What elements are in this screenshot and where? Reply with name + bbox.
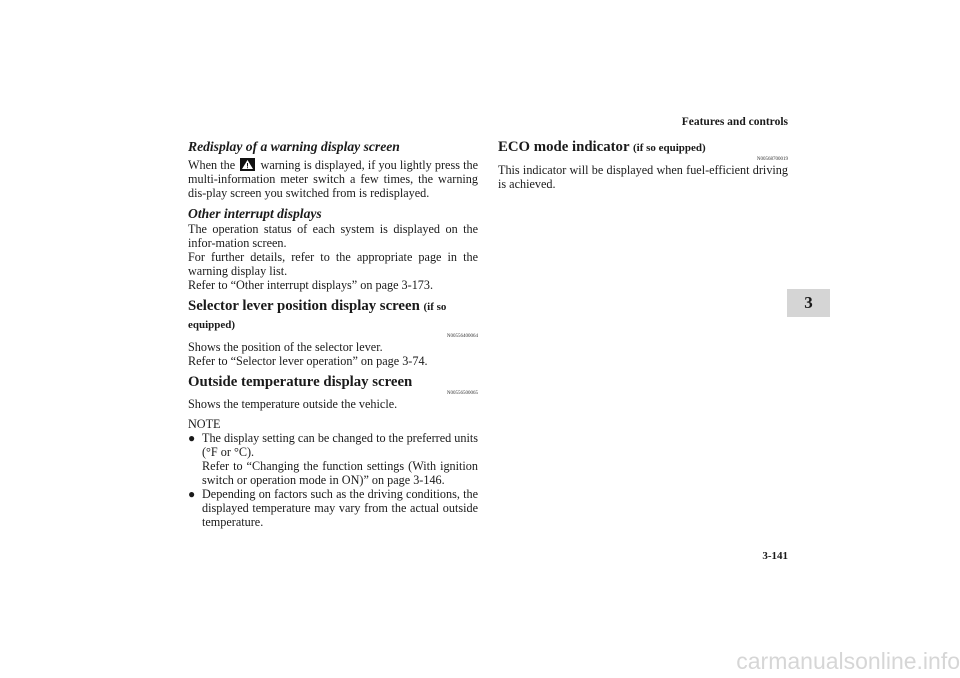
redisplay-paragraph: When the warning is displayed, if you lightly press the multi-information meter switch a few times, the warning dis-play screen you switched from is redisplayed. <box>188 158 479 200</box>
eco-heading-qualifier: (if so equipped) <box>632 142 706 154</box>
selector-line-1: Shows the position of the selector lever. <box>188 340 383 354</box>
outside-temp-heading: Outside temperature display screen <box>188 374 413 390</box>
right-column <box>498 139 788 191</box>
chapter-tab: 3 <box>787 289 830 317</box>
other-interrupt-line-1: The operation status of each system is displayed on the infor-mation screen. <box>188 222 478 250</box>
warning-triangle-icon <box>240 158 255 171</box>
eco-heading: ECO mode indicator (if so equipped) <box>498 139 706 155</box>
eco-text: This indicator will be displayed when fuel-efficient driving is achieved. <box>498 163 788 191</box>
running-header: Features and controls <box>681 116 788 128</box>
note-bullet-2: ● Depending on factors such as the driving conditions, the displayed temperature may vary from the actual outside temperature. <box>188 487 478 529</box>
watermark: carmanualsonline.info <box>736 648 960 674</box>
outside-temp-code: N00556500065 <box>446 391 478 396</box>
outside-temp-text: Shows the temperature outside the vehicle. <box>188 397 398 411</box>
other-interrupt-line-3: Refer to “Other interrupt displays” on page 3-173. <box>188 278 434 292</box>
eco-code: N00568700019 <box>756 157 788 162</box>
page-number: 3-141 <box>762 550 788 562</box>
bullet-icon: ● <box>188 487 196 501</box>
note-label: NOTE <box>188 417 221 431</box>
left-column <box>188 139 478 529</box>
selector-line-2: Refer to “Selector lever operation” on page 3-74. <box>188 354 428 368</box>
selector-heading-qualifier: (if so equipped) <box>188 301 447 331</box>
other-interrupt-heading: Other interrupt displays <box>188 206 322 221</box>
selector-heading: Selector lever position display screen (if so equipped) <box>188 298 447 331</box>
bullet-icon: ● <box>188 431 196 445</box>
redisplay-heading: Redisplay of a warning display screen <box>188 139 400 154</box>
note-bullet-1: ● The display setting can be changed to the preferred units (°F or °C). Refer to “Changing the function settings (With ignition switch or operation mode in ON)” on page 3-146. <box>188 431 478 487</box>
selector-code: N00556400064 <box>446 334 478 339</box>
other-interrupt-line-2: For further details, refer to the appropriate page in the warning display list. <box>188 250 478 278</box>
